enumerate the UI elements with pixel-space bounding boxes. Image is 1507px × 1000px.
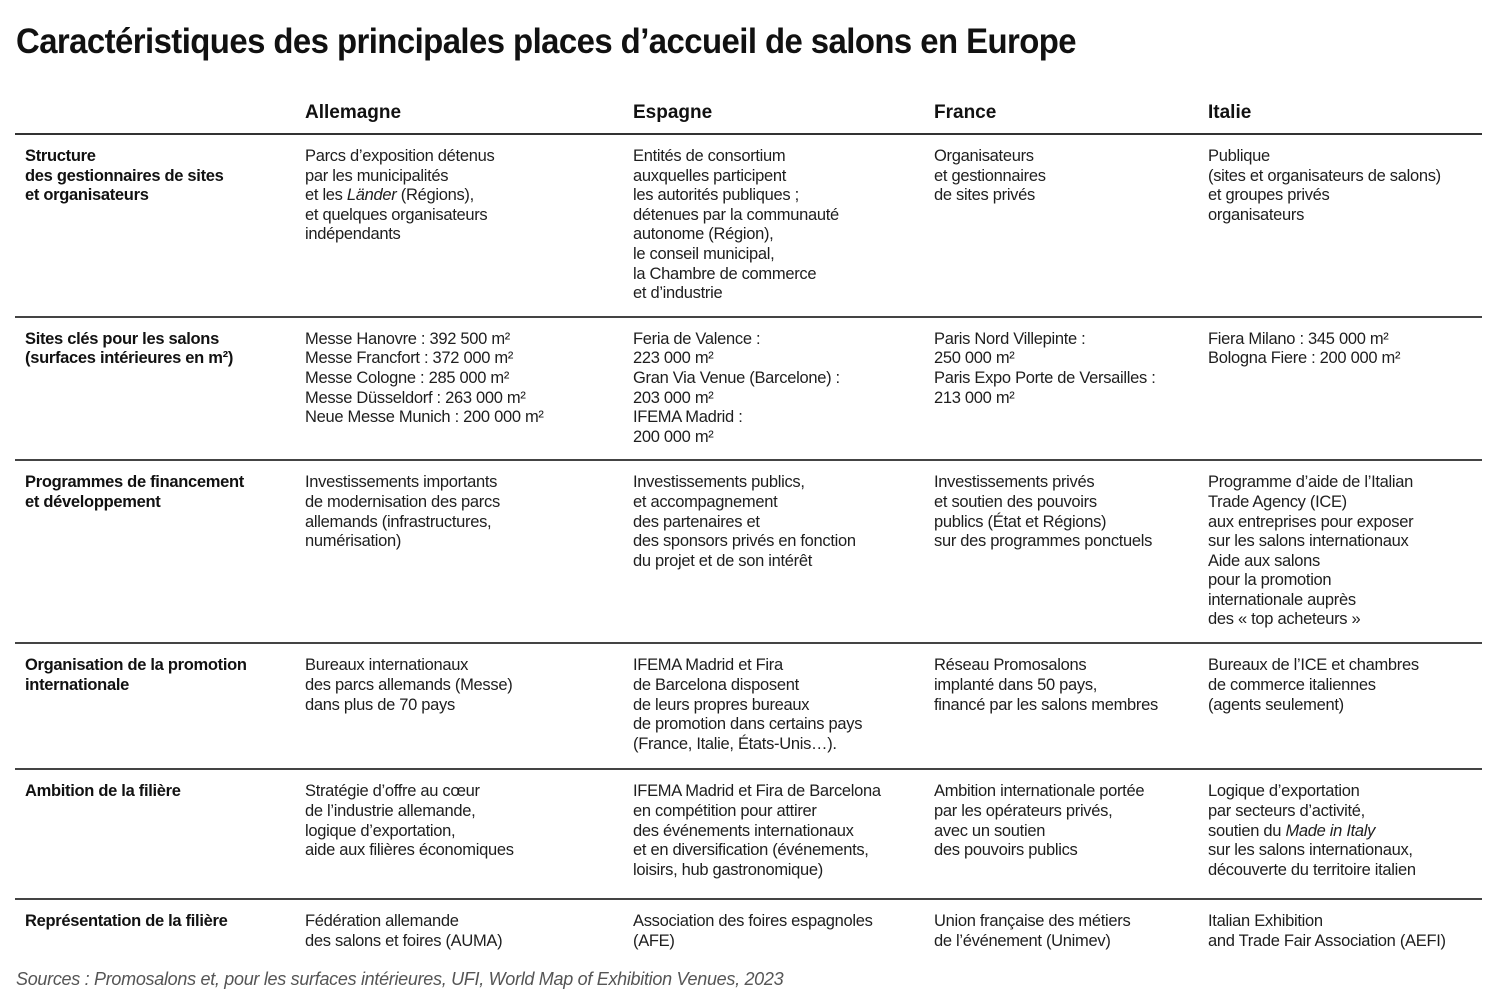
cell-line: détenues par la communauté: [633, 205, 839, 224]
cell-line: Bureaux internationaux: [305, 656, 469, 675]
cell-line: Italian Exhibition: [1208, 912, 1323, 931]
row-header: [15, 317, 305, 461]
cell-line: Logique d’exportation: [1208, 782, 1360, 801]
cell-italie: [1208, 899, 1482, 963]
cell-line: implanté dans 50 pays,: [934, 675, 1098, 694]
cell-line: par les opérateurs privés,: [934, 801, 1113, 820]
cell-line: et soutien des pouvoirs: [934, 492, 1097, 511]
row-header: [15, 460, 305, 643]
row-header: [15, 899, 305, 963]
cell-line: Association des foires espagnoles: [633, 912, 873, 931]
cell-line: et gestionnaires: [934, 166, 1046, 185]
cell-espagne: [633, 134, 934, 317]
cell-line: sur les salons internationaux: [1208, 532, 1409, 551]
cell-line: pour la promotion: [1208, 571, 1332, 590]
row-header: [15, 643, 305, 769]
cell-line: et groupes privés: [1208, 186, 1330, 205]
cell-line: (agents seulement): [1208, 695, 1344, 714]
cell-line: de leurs propres bureaux: [633, 695, 810, 714]
table-row: [15, 134, 1482, 317]
cell-line: 200 000 m²: [633, 427, 714, 446]
cell-italie: [1208, 317, 1482, 461]
cell-allemagne: [305, 134, 633, 317]
cell-line: de commerce italiennes: [1208, 675, 1376, 694]
cell-line: dans plus de 70 pays: [305, 695, 455, 714]
cell-line: aide aux filières économiques: [305, 841, 514, 860]
cell-espagne: [633, 769, 934, 899]
cell-espagne: [633, 317, 934, 461]
cell-line: Messe Cologne : 285 000 m²: [305, 368, 510, 387]
cell-line: Organisateurs: [934, 147, 1034, 165]
cell-line: 203 000 m²: [633, 388, 714, 407]
cell-line: Investissements importants: [305, 473, 498, 492]
cell-allemagne: [305, 769, 633, 899]
cell-line: loisirs, hub gastronomique): [633, 860, 823, 879]
row-header-line: internationale: [25, 675, 129, 694]
cell-line: de l’événement (Unimev): [934, 931, 1111, 950]
column-header-italie: Italie: [1208, 92, 1482, 134]
cell-italie: [1208, 134, 1482, 317]
cell-france: [934, 460, 1208, 643]
cell-allemagne: [305, 899, 633, 963]
table-row: [15, 899, 1482, 963]
cell-line: Fiera Milano : 345 000 m²: [1208, 329, 1389, 348]
cell-line: 250 000 m²: [934, 349, 1015, 368]
cell-line: en compétition pour attirer: [633, 801, 817, 820]
cell-line: Fédération allemande: [305, 912, 459, 931]
cell-line: Paris Expo Porte de Versailles :: [934, 368, 1156, 387]
cell-line: de promotion dans certains pays: [633, 715, 863, 734]
table-row: [15, 769, 1482, 899]
row-header-line: des gestionnaires de sites: [25, 166, 224, 185]
cell-line: sur les salons internationaux,: [1208, 841, 1413, 860]
cell-line: de l’industrie allemande,: [305, 801, 476, 820]
cell-line: le conseil municipal,: [633, 244, 775, 263]
cell-line: Bureaux de l’ICE et chambres: [1208, 656, 1419, 675]
cell-line: par secteurs d’activité,: [1208, 801, 1365, 820]
cell-line: et d’industrie: [633, 284, 723, 303]
header-row: [15, 92, 1482, 134]
cell-france: [934, 643, 1208, 769]
cell-line: (AFE): [633, 931, 675, 950]
row-header-line: et organisateurs: [25, 186, 149, 205]
page-title: Caractéristiques des principales places d’accueil de salons en Europe: [16, 22, 1077, 61]
row-header-line: Structure: [25, 147, 96, 165]
cell-france: [934, 899, 1208, 963]
cell-line: Réseau Promosalons: [934, 656, 1087, 675]
cell-espagne: [633, 643, 934, 769]
cell-line: des événements internationaux: [633, 821, 854, 840]
cell-line: (sites et organisateurs de salons): [1208, 166, 1441, 185]
cell-line: des salons et foires (AUMA): [305, 931, 503, 950]
cell-line: Investissements privés: [934, 473, 1095, 492]
row-header: [15, 134, 305, 317]
cell-line: des parcs allemands (Messe): [305, 675, 513, 694]
cell-line: IFEMA Madrid et Fira de Barcelona: [633, 782, 881, 801]
cell-line: Stratégie d’offre au cœur: [305, 782, 480, 801]
cell-line: Aide aux salons: [1208, 551, 1320, 570]
cell-line: IFEMA Madrid et Fira: [633, 656, 783, 675]
cell-line: Messe Hanovre : 392 500 m²: [305, 329, 510, 348]
cell-line: Parcs d’exposition détenus: [305, 147, 495, 165]
cell-line: Trade Agency (ICE): [1208, 492, 1347, 511]
cell-line: publics (État et Régions): [934, 512, 1107, 531]
cell-line: organisateurs: [1208, 205, 1305, 224]
cell-line: Paris Nord Villepinte :: [934, 329, 1086, 348]
cell-line: des pouvoirs publics: [934, 841, 1078, 860]
cell-line: allemands (infrastructures,: [305, 512, 492, 531]
cell-line: de sites privés: [934, 186, 1035, 205]
cell-allemagne: [305, 317, 633, 461]
cell-france: [934, 317, 1208, 461]
column-header-empty: [15, 92, 305, 134]
cell-line: indépendants: [305, 225, 401, 244]
cell-italie: [1208, 643, 1482, 769]
cell-line: Union française des métiers: [934, 912, 1131, 931]
cell-line: Bologna Fiere : 200 000 m²: [1208, 349, 1401, 368]
row-header-line: Représentation de la filière: [25, 912, 228, 931]
cell-line: (France, Italie, États-Unis…).: [633, 734, 837, 753]
cell-line: Messe Düsseldorf : 263 000 m²: [305, 388, 526, 407]
cell-line: Investissements publics,: [633, 473, 805, 492]
cell-line: avec un soutien: [934, 821, 1046, 840]
cell-line: de Barcelona disposent: [633, 675, 799, 694]
cell-line: de modernisation des parcs: [305, 492, 500, 511]
cell-line: Ambition internationale portée: [934, 782, 1145, 801]
cell-line: du projet et de son intérêt: [633, 551, 813, 570]
row-header-line: (surfaces intérieures en m²): [25, 349, 234, 368]
cell-line: Programme d’aide de l’Italian: [1208, 473, 1413, 492]
column-header-france: France: [934, 92, 1208, 134]
cell-line: des sponsors privés en fonction: [633, 532, 856, 551]
cell-line: Feria de Valence :: [633, 329, 761, 348]
cell-line: soutien du Made in Italy: [1208, 821, 1376, 840]
cell-france: [934, 769, 1208, 899]
cell-line: internationale auprès: [1208, 590, 1356, 609]
cell-line: par les municipalités: [305, 166, 449, 185]
cell-line: IFEMA Madrid :: [633, 408, 743, 427]
cell-line: la Chambre de commerce: [633, 264, 817, 283]
cell-line: 213 000 m²: [934, 388, 1015, 407]
cell-line: sur des programmes ponctuels: [934, 532, 1153, 551]
cell-italie: [1208, 460, 1482, 643]
sources-note: Sources : Promosalons et, pour les surfaces intérieures, UFI, World Map of Exhibition Venues, 2023: [16, 969, 784, 989]
column-header-allemagne: Allemagne: [305, 92, 633, 134]
cell-line: numérisation): [305, 532, 402, 551]
cell-line: découverte du territoire italien: [1208, 860, 1416, 879]
row-header-line: et développement: [25, 492, 161, 511]
cell-line: des partenaires et: [633, 512, 760, 531]
cell-allemagne: [305, 460, 633, 643]
cell-line: et accompagnement: [633, 492, 778, 511]
cell-line: Entités de consortium: [633, 147, 786, 165]
cell-allemagne: [305, 643, 633, 769]
cell-line: Gran Via Venue (Barcelone) :: [633, 368, 840, 387]
cell-line: les autorités publiques ;: [633, 186, 799, 205]
cell-line: et en diversification (événements,: [633, 841, 869, 860]
cell-line: financé par les salons membres: [934, 695, 1158, 714]
cell-line: 223 000 m²: [633, 349, 714, 368]
cell-line: et les Länder (Régions),: [305, 186, 474, 205]
cell-line: et quelques organisateurs: [305, 205, 488, 224]
row-header: [15, 769, 305, 899]
comparison-table: [15, 92, 1482, 964]
cell-line: des « top acheteurs »: [1208, 610, 1361, 629]
cell-line: Messe Francfort : 372 000 m²: [305, 349, 514, 368]
cell-line: auxquelles participent: [633, 166, 787, 185]
table-row: [15, 460, 1482, 643]
row-header-line: Sites clés pour les salons: [25, 329, 219, 348]
table-row: [15, 317, 1482, 461]
cell-line: Neue Messe Munich : 200 000 m²: [305, 408, 544, 427]
cell-espagne: [633, 460, 934, 643]
table-row: [15, 643, 1482, 769]
cell-espagne: [633, 899, 934, 963]
table-body: [15, 134, 1482, 964]
row-header-line: Programmes de financement: [25, 473, 244, 492]
cell-italie: [1208, 769, 1482, 899]
cell-line: aux entreprises pour exposer: [1208, 512, 1414, 531]
column-header-espagne: Espagne: [633, 92, 934, 134]
cell-france: [934, 134, 1208, 317]
cell-line: autonome (Région),: [633, 225, 774, 244]
row-header-line: Organisation de la promotion: [25, 656, 247, 675]
row-header-line: Ambition de la filière: [25, 782, 181, 801]
cell-line: Publique: [1208, 147, 1270, 165]
cell-line: logique d’exportation,: [305, 821, 456, 840]
cell-line: and Trade Fair Association (AEFI): [1208, 931, 1446, 950]
